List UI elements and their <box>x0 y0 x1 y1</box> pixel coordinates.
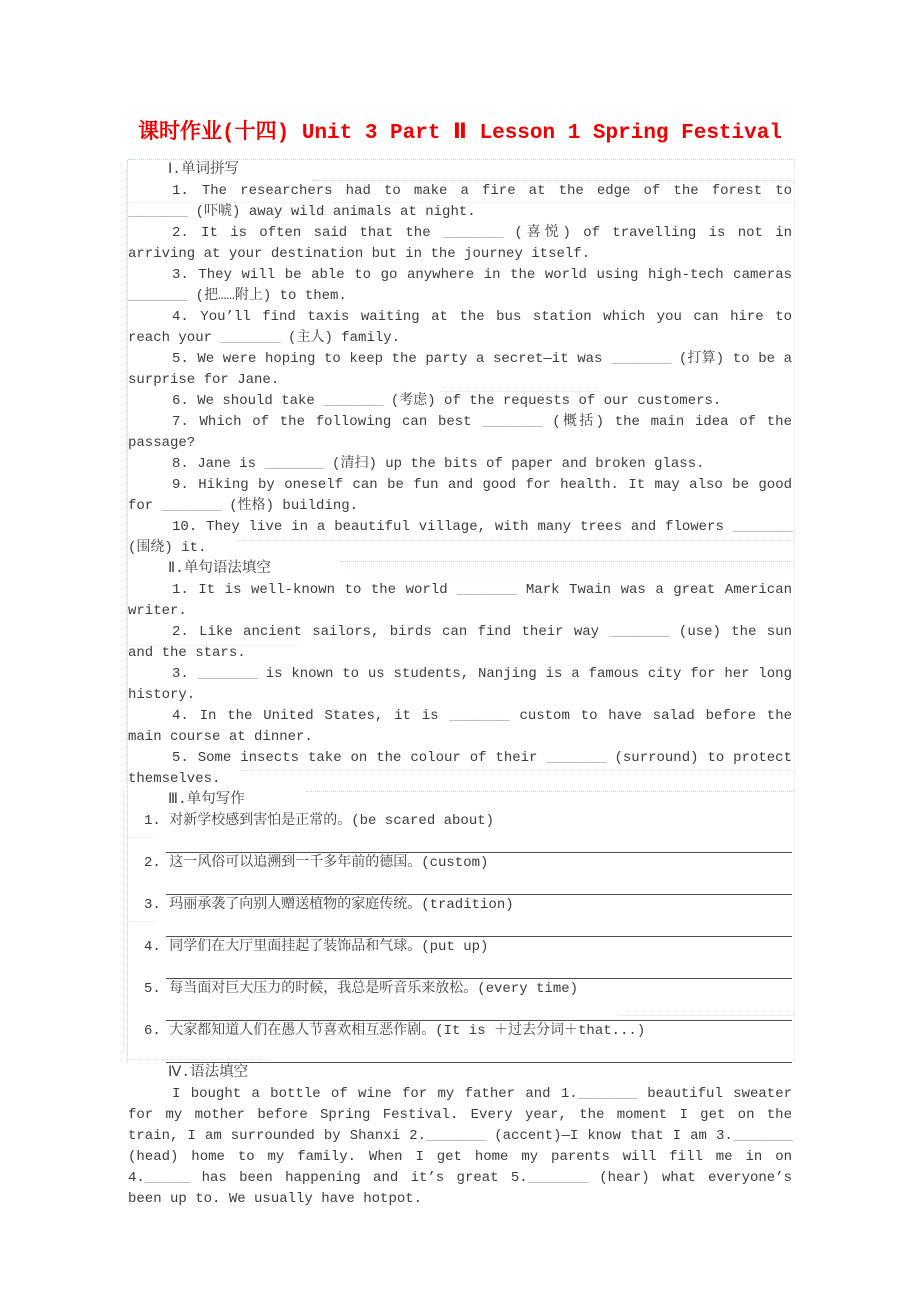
page-title: 课时作业(十四) Unit 3 Part Ⅱ Lesson 1 Spring Festival <box>138 122 782 145</box>
s1-question-7: 7. Which of the following can best ________ (概括) the main idea of the passage? <box>128 414 792 451</box>
answer-blank-line <box>166 958 792 979</box>
writing-item-6 <box>128 1021 792 1063</box>
section-4-heading: Ⅳ.语法填空 <box>168 1065 249 1081</box>
answer-blank-line <box>166 874 792 895</box>
section-2-heading: Ⅱ.单句语法填空 <box>168 561 271 577</box>
s1-question-1: 1. The researchers had to make a fire at the edge of the forest to ________ (吓唬) away wild animals at night. <box>128 183 792 220</box>
answer-blank-line <box>166 832 792 853</box>
answer-blank-line <box>166 1042 792 1063</box>
scan-artifact-right-rule <box>794 160 795 1062</box>
s1-question-9: 9. Hiking by oneself can be fun and good for health. It may also be good for ________ (性格) building. <box>128 477 792 514</box>
section-1-heading: Ⅰ.单词拼写 <box>168 162 239 178</box>
section-3-heading: Ⅲ.单句写作 <box>168 792 245 808</box>
s1-question-5: 5. We were hoping to keep the party a secret—it was ________ (打算) to be a surprise for Jane. <box>128 351 793 388</box>
s1-question-6: 6. We should take ________ (考虑) of the requests of our customers. <box>172 393 722 409</box>
s3-question-3: 3. 玛丽承袭了向别人赠送植物的家庭传统。(tradition) <box>144 897 514 913</box>
s1-question-4: 4. You’ll find taxis waiting at the bus station which you can hire to reach your ________ (主人) family. <box>128 309 792 346</box>
s1-question-3: 3. They will be able to go anywhere in the world using high-tech cameras ________ (把……附上) to them. <box>128 267 792 304</box>
answer-blank-line <box>166 1000 792 1021</box>
s1-question-2: 2. It is often said that the ________ (喜悦) of travelling is not in arriving at your destination but in the journey itself. <box>128 225 793 262</box>
s3-question-2: 2. 这一风俗可以追溯到一千多年前的德国。(custom) <box>144 855 489 871</box>
s1-question-8: 8. Jane is ________ (清扫) up the bits of paper and broken glass. <box>172 456 705 472</box>
s2-question-1: 1. It is well-known to the world ________ Mark Twain was a great American writer. <box>128 582 792 619</box>
s2-question-4: 4. In the United States, it is ________ custom to have salad before the main course at dinner. <box>128 708 792 745</box>
writing-item-1 <box>128 811 792 853</box>
worksheet-content <box>128 120 792 1210</box>
writing-item-4 <box>128 937 792 979</box>
s3-question-1: 1. 对新学校感到害怕是正常的。(be scared about) <box>144 813 495 829</box>
s2-question-2: 2. Like ancient sailors, birds can find their way ________ (use) the sun and the stars. <box>128 624 792 661</box>
s2-question-3: 3. ________ is known to us students, Nanjing is a famous city for her long history. <box>128 666 792 703</box>
s4-cloze-paragraph: I bought a bottle of wine for my father and 1.________ beautiful sweater for my mother before Spring Festival. Every year, the moment I get on the train, I am surrounded by Shanxi 2.________ (accent)—I know that I am 3.________ (head) home to my family. When I get home my parents will fill me in on 4.______ has been happening and it’s great 5.________ (hear) what everyone’s been up to. We usually have hotpot. <box>128 1086 792 1207</box>
s3-question-4: 4. 同学们在大厅里面挂起了装饰品和气球。(put up) <box>144 939 489 955</box>
writing-item-3 <box>128 895 792 937</box>
answer-blank-line <box>166 916 792 937</box>
s3-question-6: 6. 大家都知道人们在愚人节喜欢相互恶作剧。(It is ＋过去分词＋that...) <box>144 1023 646 1039</box>
s2-question-5: 5. Some insects take on the colour of their ________ (surround) to protect themselves. <box>128 750 792 787</box>
scan-artifact-left-pink-rule <box>123 790 124 1052</box>
writing-item-2 <box>128 853 792 895</box>
writing-item-5 <box>128 979 792 1021</box>
s1-question-10: 10. They live in a beautiful village, with many trees and flowers ________ (围绕) it. <box>128 519 792 556</box>
s3-question-5: 5. 每当面对巨大压力的时候，我总是听音乐来放松。(every time) <box>144 981 579 997</box>
